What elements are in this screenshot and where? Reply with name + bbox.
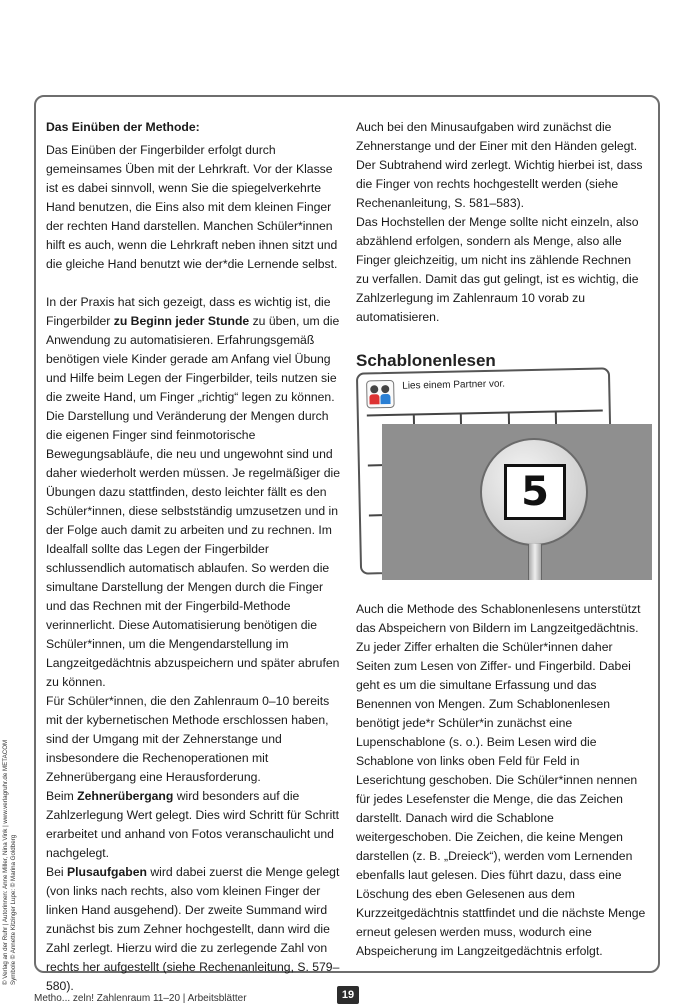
paragraph: Auch bei den Minusaufgaben wird zunächst die Zehnerstange und der Einer mit den Händen gelegt. Der Subtrahend wird zerlegt. Wichtig hierbei ist, dass die Finger von rechts hochgestellt werden (siehe Rechenanleitung, S. 581–583). [356, 120, 643, 210]
template-reading-illustration [356, 366, 652, 580]
section-heading-einueben: Das Einüben der Methode: [46, 120, 200, 134]
footer-title: Metho... zeln! Zahlenraum 11–20 | Arbeitsblätter [34, 993, 247, 1004]
magnifier-template-overlay [382, 424, 652, 580]
worksheet-title: Lies einem Partner vor. [402, 378, 506, 392]
paragraph: Für Schüler*innen, die den Zahlenraum 0–10 bereits mit der kybernetischen Methode erschlossen haben, sind der Umgang mit der Zehnerstange und insbesondere die Rechenoperationen mit Zehnerübergang eine Herausforderung. [46, 694, 330, 784]
paragraph: Beim Zehnerübergang wird besonders auf die Zahlzerlegung Wert gelegt. Dies wird Schritt für Schritt erarbeitet und anhand von Fotos veranschaulicht und nachgelegt. [46, 789, 340, 860]
magnifier-icon [480, 438, 588, 546]
emphasis: Zehnerübergang [77, 789, 174, 803]
right-column-lower [356, 600, 646, 961]
page-number: 19 [337, 986, 359, 1004]
paragraph: In der Praxis hat sich gezeigt, dass es wichtig ist, die Fingerbilder zu Beginn jeder Stunde zu üben, um die Anwendung zu automatisieren. Erfahrungsgemäß benötigen viele Kinder gerade am Anfang viel Übung und Hilfe beim Legen der Fingerbilder, teils nutzen sie die zweite Hand, um Finger „richtig“ legen zu können. Die Darstellung und Veränderung der Mengen durch die eigenen Finger sind feinmotorische Bewegungsabläufe, die neu und ungewohnt sind und daher wiederholt werden müssen. Je regelmäßiger die Übungen dazu stattfinden, desto leichter fällt es den Schüler*innen, diese selbstständig umzusetzen und in der Folge auch damit zu arbeiten und zu rechnen. Im Idealfall sollte das Legen der Fingerbilder schlussendlich automatisch ablaufen. So werden die simultane Darstellung der Mengen durch die Finger und das Rechnen mit der Fingerbild-Methode verinnerlicht. Diese Automatisierung benötigen die Schüler*innen, um die Mengendarstellung im Langzeitgedächtnis abzuspeichern und später abrufen zu können. [46, 295, 341, 689]
emphasis: Plusaufgaben [67, 865, 147, 879]
section-heading-schablonenlesen: Schablonenlesen [356, 351, 496, 370]
magnifier-handle [528, 544, 542, 580]
magnifier-digit: 5 [504, 464, 566, 520]
paragraph: Bei Plusaufgaben wird dabei zuerst die Menge gelegt (von links nach rechts, also vom kleinen Finger der linken Hand ausgehend). Der zweite Summand wird zunächst bis zum Zehner hochgestellt, dann wird die Zahl zerlegt. Hierzu wird die zu zerlegende Zahl von rechts her aufgestellt (siehe Rechenanleitung, S. 579–580). [46, 865, 340, 993]
paragraph: Das Einüben der Fingerbilder erfolgt durch gemeinsames Üben mit der Lehrkraft. Vor der Klasse ist es dabei sinnvoll, wenn Sie die spiegelverkehrte Hand benutzen, die Eins also mit dem kleinen Finger der rechten Hand darstellen. Manchen Schüler*innen hilft es auch, wenn die Lehrkraft neben ihnen sitzt und die gleiche Hand benutzt wie der*die Lernende selbst. [46, 143, 338, 271]
partner-reading-icon [366, 380, 395, 409]
emphasis: zu Beginn jeder Stunde [113, 314, 250, 328]
paragraph: Das Hochstellen der Menge sollte nicht einzeln, also abzählend erfolgen, sondern als Menge, also alle Finger gleichzeitig, um nicht ins zählende Rechnen zu verfallen. Damit das gut gelingt, ist es wichtig, die Zahlzerlegung im Zahlenraum 10 vorab zu automatisieren. [356, 215, 639, 324]
paragraph: Auch die Methode des Schablonenlesens unterstützt das Abspeichern von Bildern im Langzeitgedächtnis. Zu jeder Ziffer erhalten die Schüler*innen daher Seiten zum Lesen von Ziffer- und Fingerbild. Dabei geht es um die simultane Erfassung und das Benennen von Mengen. Zum Schablonenlesen benötigt jede*r Schüler*in zunächst eine Lupenschablone (s. o.). Beim Lesen wird die Schablone von links oben Feld für Feld in Leserichtung geschoben. Die Schüler*innen nennen für jedes Lesefenster die Menge, die das Zeichen darstellt. Danach wird die Schablone weitergeschoben. Die Zeichen, die keine Mengen darstellen (z. B. „Dreieck“), werden vom Lernenden ebenfalls laut gelesen. Dies führt dazu, dass eine Löschung des eben Gelesenen aus dem Kurzzeitgedächtnis stattfindet und die nächste Menge erneut gelesen werden muss, wodurch eine Abspeicherung im Langzeitgedächtnis erfolgt. [356, 602, 646, 958]
right-column [356, 118, 646, 370]
copyright-sidebar: © Verlag an der Ruhr | Autorinnen: Anne Miller, Nina Vink | www.verlagruhr.de METACOM Symbole © Annette Kitzinger Lupe: © Marina Goldberg [2, 739, 17, 985]
left-column [46, 118, 342, 996]
